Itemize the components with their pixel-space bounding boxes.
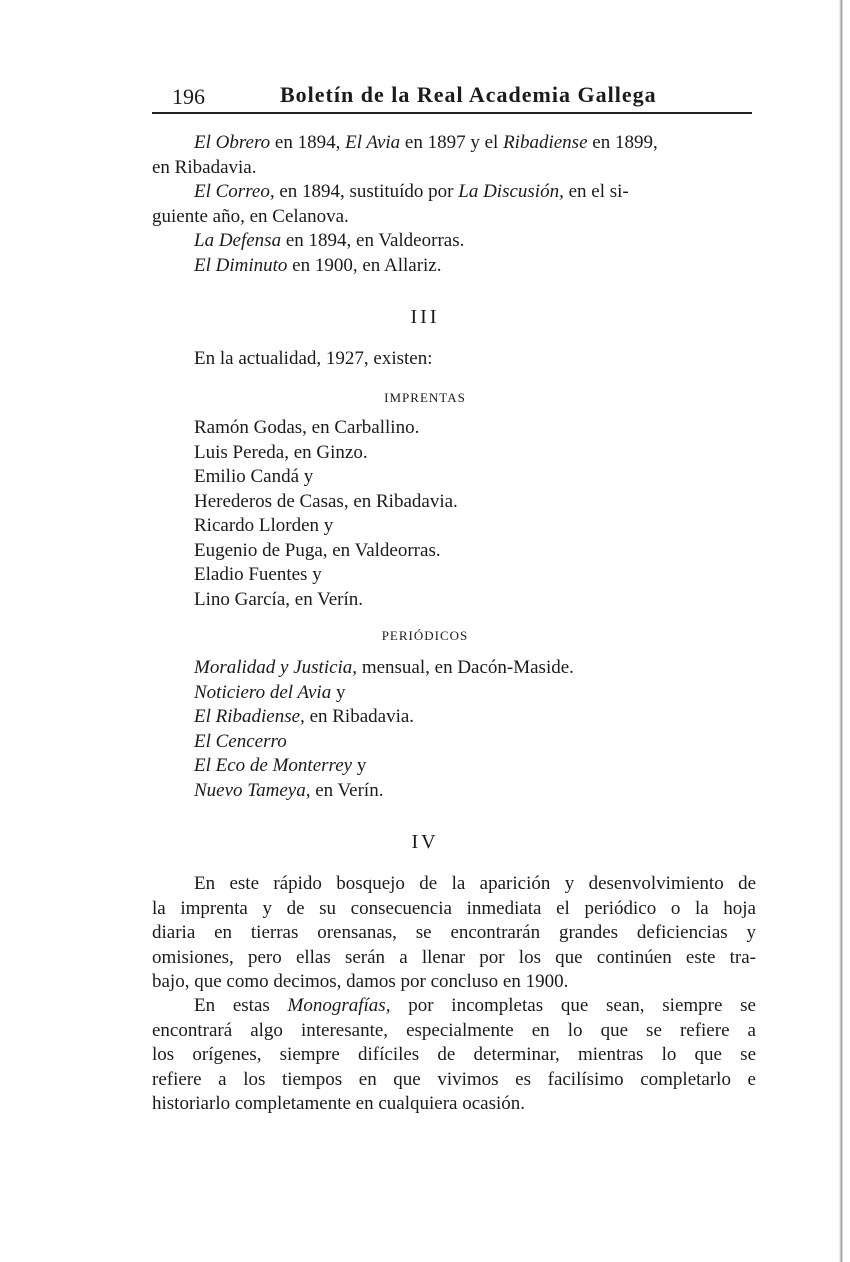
list-item: Moralidad y Justicia, mensual, en Dacón-Maside. [194, 657, 574, 678]
list-item: El Cencerro [194, 730, 287, 752]
header-rule [152, 112, 752, 114]
section-iii-intro [152, 347, 756, 372]
text-line: En este rápido bosquejo de la aparición y desenvolvimiento de [194, 873, 756, 894]
list-item: Eladio Fuentes y [194, 564, 322, 585]
section-iv-paragraph-2 [152, 994, 756, 1117]
text-line: los orígenes, siempre difíciles de determinar, mientras lo que se [152, 1044, 756, 1065]
list-item: Lino García, en Verín. [194, 588, 364, 610]
imprentas-heading: IMPRENTAS [384, 390, 466, 405]
list-item: Noticiero del Avia y [194, 681, 346, 703]
text-line: El Correo, en 1894, sustituído por La Discusión, en el si- [194, 181, 629, 202]
list-item: El Ribadiense, en Ribadavia. [194, 706, 415, 727]
text-line: En la actualidad, 1927, existen: [194, 348, 433, 369]
text-line: refiere a los tiempos en que vivimos es facilísimo completarlo e [152, 1068, 756, 1090]
text-line: encontrará algo interesante, especialmente en lo que se refiere a [152, 1019, 756, 1041]
list-item: Luis Pereda, en Ginzo. [194, 441, 368, 463]
text-line: bajo, que como decimos, damos por concluso en 1900. [152, 971, 569, 992]
text-line: El Diminuto en 1900, en Allariz. [194, 254, 442, 276]
section-iv-paragraph-1 [152, 872, 756, 995]
text-line: diaria en tierras orensanas, se encontrarán grandes deficiencias y [152, 922, 756, 943]
list-item: El Eco de Monterrey y [194, 755, 367, 776]
text-line: guiente año, en Celanova. [152, 205, 349, 227]
list-item: Nuevo Tameya, en Verín. [194, 779, 384, 801]
text-line: El Obrero en 1894, El Avia en 1897 y el Ribadiense en 1899, [194, 132, 658, 153]
text-line: en Ribadavia. [152, 156, 257, 178]
text-line: En estas Monografías, por incompletas que sean, siempre se [194, 995, 756, 1016]
text-line: La Defensa en 1894, en Valdeorras. [194, 230, 465, 251]
page-number: 196 [172, 84, 205, 109]
section-heading-iv: IV [411, 831, 439, 853]
running-title: Boletín de la Real Academia Gallega [280, 82, 657, 107]
text-line: la imprenta y de su consecuencia inmediata el periódico o la hoja [152, 897, 756, 919]
text-line: historiarlo completamente en cualquiera ocasión. [152, 1093, 525, 1114]
page-header [172, 80, 752, 110]
list-item: Ricardo Llorden y [194, 515, 334, 536]
page-edge-shadow [838, 0, 843, 1262]
list-item: Eugenio de Puga, en Valdeorras. [194, 539, 441, 561]
text-line: omisiones, pero ellas serán a llenar por los que continúen este tra- [152, 946, 756, 968]
periodicos-heading: PERIÓDICOS [381, 628, 469, 643]
imprentas-list [194, 416, 754, 612]
list-item: Herederos de Casas, en Ribadavia. [194, 490, 458, 512]
list-item: Ramón Godas, en Carballino. [194, 417, 420, 438]
periodicos-list [194, 656, 754, 803]
list-item: Emilio Candá y [194, 466, 314, 487]
section-ii-tail [152, 131, 756, 278]
section-heading-iii: III [410, 306, 440, 328]
